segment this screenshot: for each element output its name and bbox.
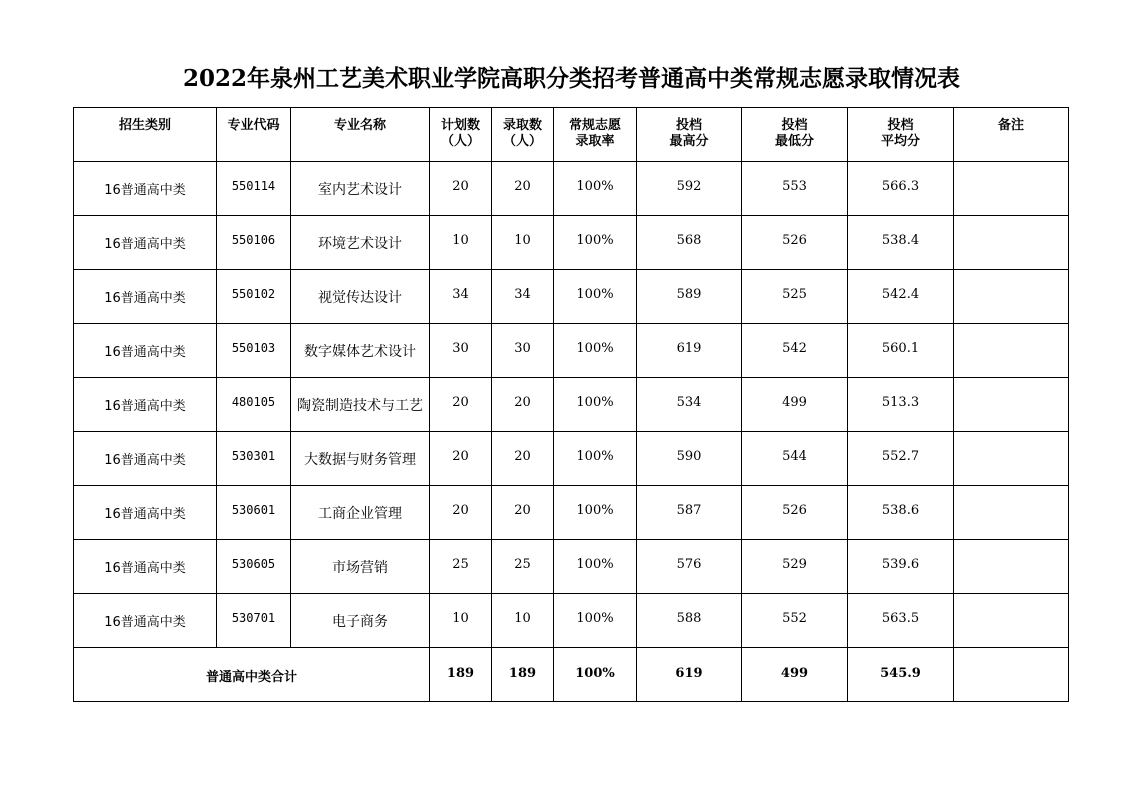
cell-code: 550103 [217,324,291,378]
table-row [74,324,1069,378]
header-row [74,108,1069,162]
cell-avg: 538.6 [848,486,954,540]
cell-category: 16普通高中类 [74,432,217,486]
total-max: 619 [637,648,742,702]
table-row [74,486,1069,540]
header-min: 投档 最低分 [742,108,848,162]
cell-admitted: 10 [492,216,554,270]
header-note: 备注 [954,108,1069,162]
cell-admitted: 34 [492,270,554,324]
cell-max: 576 [637,540,742,594]
cell-plan: 34 [430,270,492,324]
total-plan: 189 [430,648,492,702]
cell-name: 环境艺术设计 [291,216,430,270]
total-rate: 100% [554,648,637,702]
cell-admitted: 20 [492,486,554,540]
cell-name: 电子商务 [291,594,430,648]
cell-code: 530601 [217,486,291,540]
cell-plan: 20 [430,486,492,540]
total-row [74,648,1069,702]
header-name: 专业名称 [291,108,430,162]
cell-max: 534 [637,378,742,432]
cell-avg: 538.4 [848,216,954,270]
cell-category: 16普通高中类 [74,216,217,270]
cell-name: 市场营销 [291,540,430,594]
cell-note [954,486,1069,540]
total-note [954,648,1069,702]
cell-name: 室内艺术设计 [291,162,430,216]
cell-name: 视觉传达设计 [291,270,430,324]
cell-note [954,216,1069,270]
cell-avg: 542.4 [848,270,954,324]
cell-category: 16普通高中类 [74,540,217,594]
cell-code: 530701 [217,594,291,648]
header-avg: 投档 平均分 [848,108,954,162]
cell-max: 568 [637,216,742,270]
cell-name: 陶瓷制造技术与工艺 [291,378,430,432]
cell-max: 619 [637,324,742,378]
cell-category: 16普通高中类 [74,486,217,540]
cell-max: 590 [637,432,742,486]
cell-max: 589 [637,270,742,324]
cell-admitted: 10 [492,594,554,648]
cell-code: 550114 [217,162,291,216]
table-row [74,162,1069,216]
cell-code: 480105 [217,378,291,432]
total-min: 499 [742,648,848,702]
cell-note [954,594,1069,648]
cell-code: 530301 [217,432,291,486]
cell-note [954,324,1069,378]
header-max: 投档 最高分 [637,108,742,162]
cell-min: 544 [742,432,848,486]
page-title: 2022年泉州工艺美术职业学院高职分类招考普通高中类常规志愿录取情况表 [182,65,960,92]
cell-max: 588 [637,594,742,648]
total-avg: 545.9 [848,648,954,702]
cell-avg: 539.6 [848,540,954,594]
cell-category: 16普通高中类 [74,378,217,432]
cell-plan: 25 [430,540,492,594]
cell-avg: 513.3 [848,378,954,432]
cell-note [954,162,1069,216]
cell-note [954,540,1069,594]
cell-avg: 560.1 [848,324,954,378]
header-admitted: 录取数 （人） [492,108,554,162]
cell-rate: 100% [554,162,637,216]
cell-rate: 100% [554,378,637,432]
total-label: 普通高中类合计 [74,648,430,702]
cell-min: 525 [742,270,848,324]
cell-rate: 100% [554,216,637,270]
cell-name: 工商企业管理 [291,486,430,540]
cell-min: 526 [742,486,848,540]
cell-avg: 563.5 [848,594,954,648]
table-row [74,378,1069,432]
cell-plan: 20 [430,432,492,486]
cell-code: 550102 [217,270,291,324]
cell-rate: 100% [554,270,637,324]
cell-plan: 10 [430,216,492,270]
cell-name: 大数据与财务管理 [291,432,430,486]
cell-rate: 100% [554,432,637,486]
cell-category: 16普通高中类 [74,324,217,378]
cell-plan: 20 [430,378,492,432]
header-code: 专业代码 [217,108,291,162]
cell-category: 16普通高中类 [74,270,217,324]
cell-admitted: 25 [492,540,554,594]
cell-code: 550106 [217,216,291,270]
cell-rate: 100% [554,540,637,594]
table-row [74,270,1069,324]
cell-note [954,378,1069,432]
cell-min: 542 [742,324,848,378]
cell-code: 530605 [217,540,291,594]
header-rate: 常规志愿 录取率 [554,108,637,162]
cell-admitted: 20 [492,432,554,486]
cell-rate: 100% [554,594,637,648]
admission-table [73,107,1069,702]
cell-max: 592 [637,162,742,216]
cell-category: 16普通高中类 [74,594,217,648]
cell-min: 553 [742,162,848,216]
cell-note [954,270,1069,324]
cell-plan: 10 [430,594,492,648]
cell-admitted: 30 [492,324,554,378]
header-category: 招生类别 [74,108,217,162]
header-plan: 计划数 （人） [430,108,492,162]
table-row [74,594,1069,648]
cell-avg: 552.7 [848,432,954,486]
cell-category: 16普通高中类 [74,162,217,216]
table-row [74,432,1069,486]
cell-min: 499 [742,378,848,432]
cell-rate: 100% [554,486,637,540]
cell-plan: 20 [430,162,492,216]
cell-admitted: 20 [492,162,554,216]
cell-admitted: 20 [492,378,554,432]
cell-rate: 100% [554,324,637,378]
total-admitted: 189 [492,648,554,702]
table-row [74,216,1069,270]
table-row [74,540,1069,594]
cell-note [954,432,1069,486]
cell-avg: 566.3 [848,162,954,216]
cell-plan: 30 [430,324,492,378]
cell-name: 数字媒体艺术设计 [291,324,430,378]
cell-min: 526 [742,216,848,270]
cell-max: 587 [637,486,742,540]
cell-min: 529 [742,540,848,594]
cell-min: 552 [742,594,848,648]
